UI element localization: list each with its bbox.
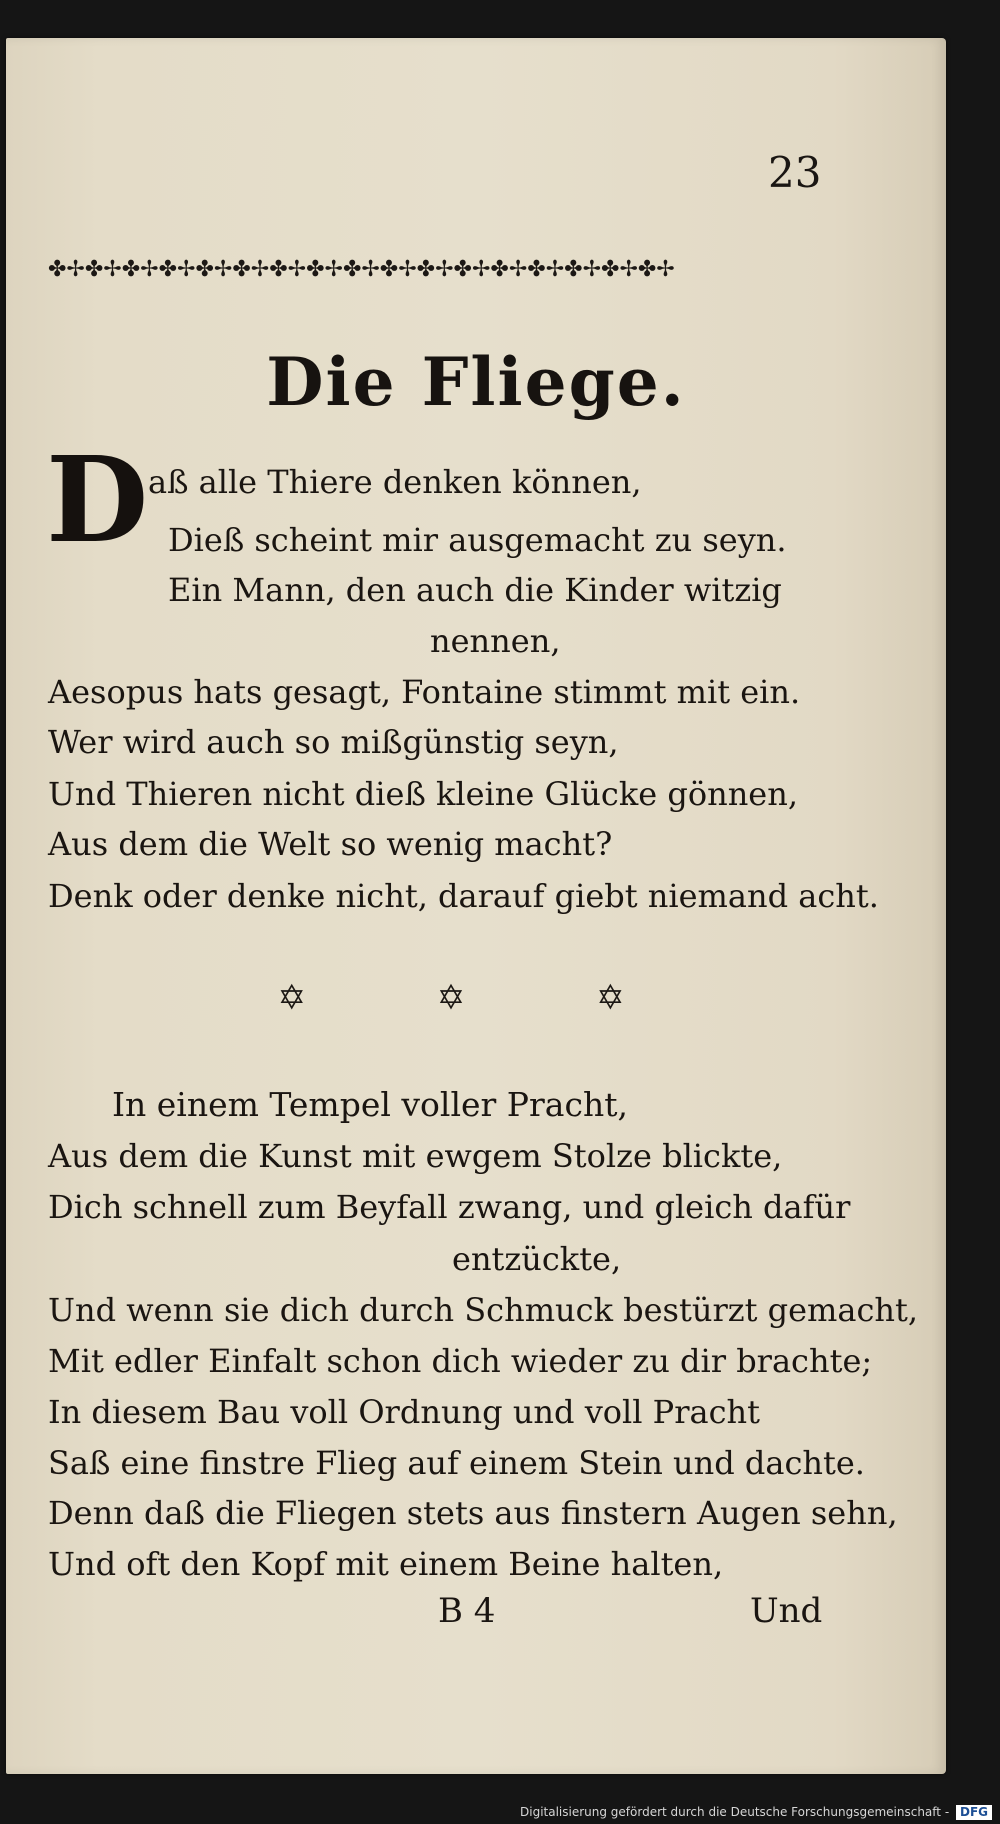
poem-line-19: Und oft den Kopf mit einem Beine halten, bbox=[48, 1545, 724, 1583]
poem-line-10: In einem Tempel voller Pracht, bbox=[112, 1085, 628, 1124]
poem-line-1: aß alle Thiere denken können, bbox=[148, 463, 642, 501]
poem-line-2: Dieß scheint mir ausgemacht zu seyn. bbox=[168, 521, 787, 559]
star-icon: ✡ bbox=[436, 978, 516, 1018]
poem-title: Die Fliege. bbox=[266, 343, 686, 421]
page-number: 23 bbox=[768, 148, 822, 197]
poem-line-11: Aus dem die Kunst mit ewgem Stolze blickte, bbox=[48, 1137, 783, 1175]
section-divider-stars bbox=[6, 978, 946, 1018]
poem-line-3: Ein Mann, den auch die Kinder witzig bbox=[168, 571, 782, 609]
poem-line-16: In diesem Bau voll Ordnung und voll Pracht bbox=[48, 1393, 760, 1431]
poem-line-8: Aus dem die Welt so wenig macht? bbox=[48, 825, 613, 863]
poem-line-17: Saß eine finstre Flieg auf einem Stein und dachte. bbox=[48, 1444, 865, 1482]
poem-line-12: Dich schnell zum Beyfall zwang, und gleich dafür bbox=[48, 1188, 851, 1226]
poem-line-14: Und wenn sie dich durch Schmuck bestürzt gemacht, bbox=[48, 1291, 919, 1329]
star-icon: ✡ bbox=[277, 978, 356, 1018]
poem-line-15: Mit edler Einfalt schon dich wieder zu dir brachte; bbox=[48, 1342, 873, 1380]
poem-line-4: nennen, bbox=[430, 622, 561, 660]
drop-cap: D bbox=[46, 430, 149, 569]
credit-text: Digitalisierung gefördert durch die Deutsche Forschungsgemeinschaft - bbox=[520, 1805, 950, 1819]
digitization-credit bbox=[520, 1805, 992, 1820]
poem-line-13: entzückte, bbox=[452, 1240, 622, 1278]
poem-line-9: Denk oder denke nicht, darauf giebt niemand acht. bbox=[48, 877, 879, 915]
signature-mark: B 4 bbox=[438, 1591, 496, 1631]
poem-line-6: Wer wird auch so mißgünstig seyn, bbox=[48, 723, 619, 761]
poem-line-18: Denn daß die Fliegen stets aus finstern Augen sehn, bbox=[48, 1494, 898, 1532]
catchword: Und bbox=[750, 1591, 823, 1631]
poem-line-7: Und Thieren nicht dieß kleine Glücke gönnen, bbox=[48, 775, 799, 813]
dfg-logo: DFG bbox=[956, 1805, 992, 1820]
book-page bbox=[6, 38, 946, 1774]
poem-line-5: Aesopus hats gesagt, Fontaine stimmt mit ein. bbox=[48, 673, 801, 711]
star-icon: ✡ bbox=[596, 978, 675, 1018]
decorative-ornament-row: ✤✢✤✢✤✢✤✢✤✢✤✢✤✢✤✢✤✢✤✢✤✢✤✢✤✢✤✢✤✢✤✢✤✢ bbox=[48, 257, 675, 282]
